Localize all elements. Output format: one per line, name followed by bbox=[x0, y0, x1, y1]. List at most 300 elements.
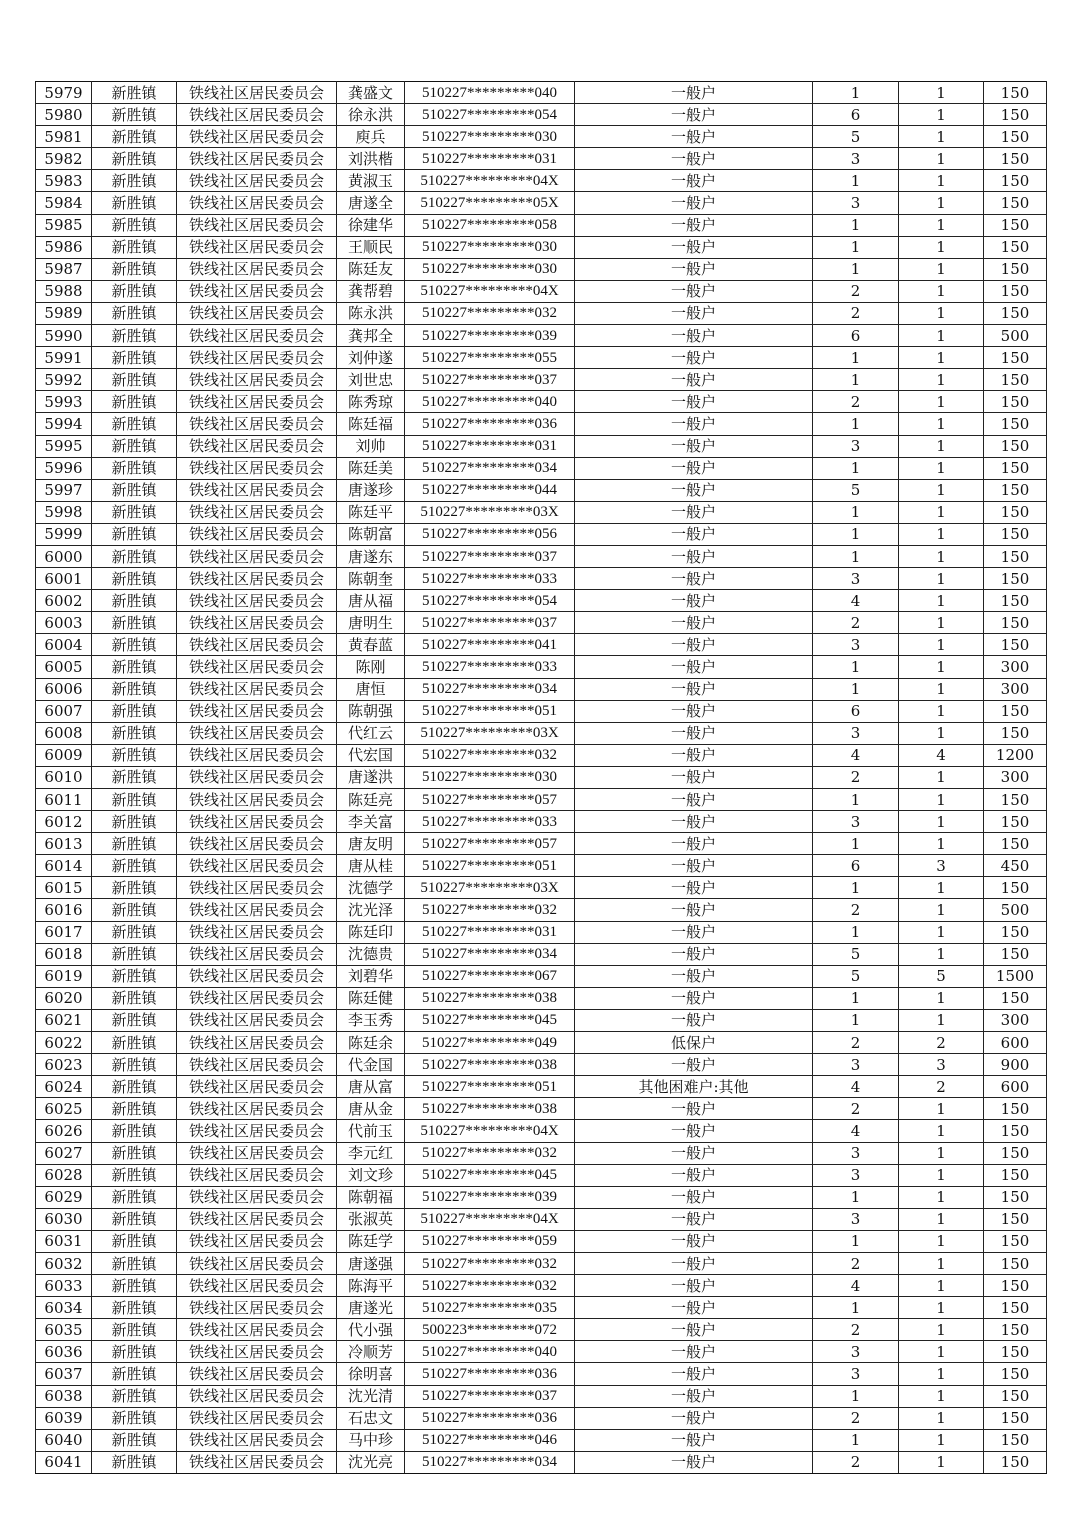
amount-cell: 150 bbox=[984, 811, 1047, 833]
beneficiary-count-cell: 1 bbox=[899, 82, 984, 104]
amount-cell: 150 bbox=[984, 789, 1047, 811]
committee-name-cell: 铁线社区居民委员会 bbox=[177, 523, 337, 545]
id-number-cell: 510227*********031 bbox=[405, 435, 575, 457]
table-row bbox=[36, 789, 1047, 811]
household-type-cell: 一般户 bbox=[575, 1275, 813, 1297]
id-number-cell: 510227*********03X bbox=[405, 877, 575, 899]
committee-name-cell: 铁线社区居民委员会 bbox=[177, 987, 337, 1009]
household-type-cell: 一般户 bbox=[575, 1120, 813, 1142]
person-name-cell: 黄淑玉 bbox=[337, 170, 405, 192]
town-name-cell: 新胜镇 bbox=[92, 1363, 177, 1385]
beneficiary-count-cell: 1 bbox=[899, 457, 984, 479]
household-type-cell: 一般户 bbox=[575, 855, 813, 877]
beneficiary-count-cell: 1 bbox=[899, 1429, 984, 1451]
committee-name-cell: 铁线社区居民委员会 bbox=[177, 700, 337, 722]
family-size-cell: 3 bbox=[813, 1363, 899, 1385]
row-number-cell: 5989 bbox=[36, 302, 92, 324]
town-name-cell: 新胜镇 bbox=[92, 501, 177, 523]
beneficiary-count-cell: 2 bbox=[899, 1076, 984, 1098]
beneficiary-count-cell: 1 bbox=[899, 833, 984, 855]
household-type-cell: 一般户 bbox=[575, 789, 813, 811]
committee-name-cell: 铁线社区居民委员会 bbox=[177, 391, 337, 413]
id-number-cell: 510227*********054 bbox=[405, 590, 575, 612]
row-number-cell: 6022 bbox=[36, 1032, 92, 1054]
family-size-cell: 2 bbox=[813, 1451, 899, 1473]
table-row bbox=[36, 1009, 1047, 1031]
table-row bbox=[36, 545, 1047, 567]
household-type-cell: 一般户 bbox=[575, 877, 813, 899]
household-type-cell: 低保户 bbox=[575, 1032, 813, 1054]
person-name-cell: 刘帅 bbox=[337, 435, 405, 457]
town-name-cell: 新胜镇 bbox=[92, 523, 177, 545]
town-name-cell: 新胜镇 bbox=[92, 413, 177, 435]
person-name-cell: 黄春蓝 bbox=[337, 634, 405, 656]
row-number-cell: 5983 bbox=[36, 170, 92, 192]
person-name-cell: 刘洪楷 bbox=[337, 148, 405, 170]
id-number-cell: 510227*********051 bbox=[405, 700, 575, 722]
person-name-cell: 沈光亮 bbox=[337, 1451, 405, 1473]
table-row bbox=[36, 1120, 1047, 1142]
household-type-cell: 一般户 bbox=[575, 921, 813, 943]
beneficiary-count-cell: 1 bbox=[899, 479, 984, 501]
household-type-cell: 一般户 bbox=[575, 656, 813, 678]
table-row bbox=[36, 214, 1047, 236]
row-number-cell: 5994 bbox=[36, 413, 92, 435]
person-name-cell: 李元红 bbox=[337, 1142, 405, 1164]
committee-name-cell: 铁线社区居民委员会 bbox=[177, 280, 337, 302]
person-name-cell: 代前玉 bbox=[337, 1120, 405, 1142]
row-number-cell: 5998 bbox=[36, 501, 92, 523]
person-name-cell: 陈朝强 bbox=[337, 700, 405, 722]
id-number-cell: 510227*********058 bbox=[405, 214, 575, 236]
committee-name-cell: 铁线社区居民委员会 bbox=[177, 855, 337, 877]
row-number-cell: 6021 bbox=[36, 1009, 92, 1031]
id-number-cell: 510227*********036 bbox=[405, 413, 575, 435]
committee-name-cell: 铁线社区居民委员会 bbox=[177, 501, 337, 523]
id-number-cell: 510227*********03X bbox=[405, 722, 575, 744]
person-name-cell: 陈永洪 bbox=[337, 302, 405, 324]
row-number-cell: 5991 bbox=[36, 347, 92, 369]
committee-name-cell: 铁线社区居民委员会 bbox=[177, 192, 337, 214]
amount-cell: 300 bbox=[984, 656, 1047, 678]
household-type-cell: 一般户 bbox=[575, 1363, 813, 1385]
table-row bbox=[36, 612, 1047, 634]
beneficiary-count-cell: 1 bbox=[899, 1098, 984, 1120]
amount-cell: 150 bbox=[984, 1098, 1047, 1120]
beneficiary-count-cell: 1 bbox=[899, 612, 984, 634]
amount-cell: 150 bbox=[984, 590, 1047, 612]
beneficiary-count-cell: 1 bbox=[899, 302, 984, 324]
amount-cell: 150 bbox=[984, 943, 1047, 965]
row-number-cell: 6038 bbox=[36, 1385, 92, 1407]
beneficiary-count-cell: 1 bbox=[899, 1009, 984, 1031]
table-row bbox=[36, 236, 1047, 258]
amount-cell: 900 bbox=[984, 1054, 1047, 1076]
town-name-cell: 新胜镇 bbox=[92, 1341, 177, 1363]
table-row bbox=[36, 479, 1047, 501]
town-name-cell: 新胜镇 bbox=[92, 568, 177, 590]
committee-name-cell: 铁线社区居民委员会 bbox=[177, 1098, 337, 1120]
id-number-cell: 510227*********03X bbox=[405, 501, 575, 523]
household-type-cell: 一般户 bbox=[575, 236, 813, 258]
household-type-cell: 一般户 bbox=[575, 678, 813, 700]
row-number-cell: 6020 bbox=[36, 987, 92, 1009]
amount-cell: 150 bbox=[984, 987, 1047, 1009]
table-row bbox=[36, 744, 1047, 766]
person-name-cell: 唐从金 bbox=[337, 1098, 405, 1120]
beneficiary-count-cell: 1 bbox=[899, 877, 984, 899]
household-type-cell: 一般户 bbox=[575, 1341, 813, 1363]
person-name-cell: 代小强 bbox=[337, 1319, 405, 1341]
amount-cell: 150 bbox=[984, 82, 1047, 104]
beneficiary-count-cell: 1 bbox=[899, 1186, 984, 1208]
household-type-cell: 一般户 bbox=[575, 1098, 813, 1120]
town-name-cell: 新胜镇 bbox=[92, 545, 177, 567]
household-type-cell: 一般户 bbox=[575, 700, 813, 722]
beneficiary-count-cell: 1 bbox=[899, 700, 984, 722]
family-size-cell: 2 bbox=[813, 302, 899, 324]
committee-name-cell: 铁线社区居民委员会 bbox=[177, 1009, 337, 1031]
family-size-cell: 6 bbox=[813, 104, 899, 126]
table-row bbox=[36, 1076, 1047, 1098]
table-row bbox=[36, 1341, 1047, 1363]
town-name-cell: 新胜镇 bbox=[92, 1230, 177, 1252]
amount-cell: 300 bbox=[984, 678, 1047, 700]
table-row bbox=[36, 347, 1047, 369]
committee-name-cell: 铁线社区居民委员会 bbox=[177, 1429, 337, 1451]
household-type-cell: 一般户 bbox=[575, 457, 813, 479]
committee-name-cell: 铁线社区居民委员会 bbox=[177, 347, 337, 369]
committee-name-cell: 铁线社区居民委员会 bbox=[177, 833, 337, 855]
town-name-cell: 新胜镇 bbox=[92, 1054, 177, 1076]
family-size-cell: 3 bbox=[813, 722, 899, 744]
town-name-cell: 新胜镇 bbox=[92, 612, 177, 634]
id-number-cell: 510227*********033 bbox=[405, 568, 575, 590]
table-row bbox=[36, 1098, 1047, 1120]
household-type-cell: 一般户 bbox=[575, 82, 813, 104]
household-type-cell: 一般户 bbox=[575, 435, 813, 457]
beneficiary-count-cell: 1 bbox=[899, 1230, 984, 1252]
id-number-cell: 510227*********037 bbox=[405, 369, 575, 391]
person-name-cell: 陈廷美 bbox=[337, 457, 405, 479]
beneficiary-count-cell: 1 bbox=[899, 126, 984, 148]
beneficiary-count-cell: 4 bbox=[899, 744, 984, 766]
amount-cell: 450 bbox=[984, 855, 1047, 877]
family-size-cell: 3 bbox=[813, 1142, 899, 1164]
id-number-cell: 510227*********037 bbox=[405, 1385, 575, 1407]
row-number-cell: 5990 bbox=[36, 325, 92, 347]
household-type-cell: 一般户 bbox=[575, 1164, 813, 1186]
table-row bbox=[36, 413, 1047, 435]
family-size-cell: 3 bbox=[813, 148, 899, 170]
id-number-cell: 510227*********055 bbox=[405, 347, 575, 369]
town-name-cell: 新胜镇 bbox=[92, 82, 177, 104]
household-type-cell: 一般户 bbox=[575, 214, 813, 236]
table-row bbox=[36, 1407, 1047, 1429]
table-row bbox=[36, 1208, 1047, 1230]
amount-cell: 150 bbox=[984, 1319, 1047, 1341]
person-name-cell: 石忠文 bbox=[337, 1407, 405, 1429]
committee-name-cell: 铁线社区居民委员会 bbox=[177, 811, 337, 833]
committee-name-cell: 铁线社区居民委员会 bbox=[177, 722, 337, 744]
household-type-cell: 一般户 bbox=[575, 1142, 813, 1164]
family-size-cell: 1 bbox=[813, 1429, 899, 1451]
id-number-cell: 510227*********032 bbox=[405, 1142, 575, 1164]
family-size-cell: 1 bbox=[813, 1230, 899, 1252]
beneficiary-count-cell: 1 bbox=[899, 192, 984, 214]
household-type-cell: 一般户 bbox=[575, 987, 813, 1009]
table-row bbox=[36, 1275, 1047, 1297]
id-number-cell: 510227*********037 bbox=[405, 545, 575, 567]
beneficiary-count-cell: 1 bbox=[899, 1451, 984, 1473]
committee-name-cell: 铁线社区居民委员会 bbox=[177, 479, 337, 501]
id-number-cell: 510227*********033 bbox=[405, 811, 575, 833]
family-size-cell: 5 bbox=[813, 943, 899, 965]
town-name-cell: 新胜镇 bbox=[92, 1275, 177, 1297]
person-name-cell: 陈朝福 bbox=[337, 1186, 405, 1208]
person-name-cell: 唐遂光 bbox=[337, 1297, 405, 1319]
person-name-cell: 唐恒 bbox=[337, 678, 405, 700]
id-number-cell: 510227*********032 bbox=[405, 744, 575, 766]
family-size-cell: 3 bbox=[813, 435, 899, 457]
row-number-cell: 6033 bbox=[36, 1275, 92, 1297]
family-size-cell: 6 bbox=[813, 700, 899, 722]
family-size-cell: 2 bbox=[813, 1252, 899, 1274]
row-number-cell: 5993 bbox=[36, 391, 92, 413]
household-type-cell: 一般户 bbox=[575, 1208, 813, 1230]
person-name-cell: 唐从福 bbox=[337, 590, 405, 612]
committee-name-cell: 铁线社区居民委员会 bbox=[177, 1230, 337, 1252]
id-number-cell: 510227*********034 bbox=[405, 1451, 575, 1473]
table-row bbox=[36, 855, 1047, 877]
household-type-cell: 一般户 bbox=[575, 1429, 813, 1451]
row-number-cell: 6017 bbox=[36, 921, 92, 943]
household-type-cell: 一般户 bbox=[575, 148, 813, 170]
id-number-cell: 510227*********032 bbox=[405, 302, 575, 324]
row-number-cell: 5988 bbox=[36, 280, 92, 302]
table-row bbox=[36, 722, 1047, 744]
row-number-cell: 6007 bbox=[36, 700, 92, 722]
family-size-cell: 1 bbox=[813, 501, 899, 523]
family-size-cell: 2 bbox=[813, 1407, 899, 1429]
town-name-cell: 新胜镇 bbox=[92, 148, 177, 170]
amount-cell: 150 bbox=[984, 1275, 1047, 1297]
person-name-cell: 张淑英 bbox=[337, 1208, 405, 1230]
family-size-cell: 3 bbox=[813, 1341, 899, 1363]
committee-name-cell: 铁线社区居民委员会 bbox=[177, 1076, 337, 1098]
committee-name-cell: 铁线社区居民委员会 bbox=[177, 1275, 337, 1297]
table-row bbox=[36, 656, 1047, 678]
household-type-cell: 一般户 bbox=[575, 479, 813, 501]
family-size-cell: 1 bbox=[813, 833, 899, 855]
beneficiary-count-cell: 1 bbox=[899, 1208, 984, 1230]
person-name-cell: 沈光清 bbox=[337, 1385, 405, 1407]
person-name-cell: 陈廷印 bbox=[337, 921, 405, 943]
household-type-cell: 一般户 bbox=[575, 391, 813, 413]
beneficiary-count-cell: 1 bbox=[899, 943, 984, 965]
person-name-cell: 唐遂洪 bbox=[337, 766, 405, 788]
committee-name-cell: 铁线社区居民委员会 bbox=[177, 170, 337, 192]
table-row bbox=[36, 104, 1047, 126]
family-size-cell: 1 bbox=[813, 1385, 899, 1407]
amount-cell: 150 bbox=[984, 104, 1047, 126]
beneficiary-count-cell: 1 bbox=[899, 170, 984, 192]
household-type-cell: 一般户 bbox=[575, 833, 813, 855]
table-row bbox=[36, 1230, 1047, 1252]
town-name-cell: 新胜镇 bbox=[92, 943, 177, 965]
committee-name-cell: 铁线社区居民委员会 bbox=[177, 877, 337, 899]
household-type-cell: 一般户 bbox=[575, 501, 813, 523]
id-number-cell: 510227*********039 bbox=[405, 1186, 575, 1208]
id-number-cell: 510227*********031 bbox=[405, 921, 575, 943]
person-name-cell: 唐遂东 bbox=[337, 545, 405, 567]
person-name-cell: 代宏国 bbox=[337, 744, 405, 766]
family-size-cell: 3 bbox=[813, 1054, 899, 1076]
beneficiary-count-cell: 1 bbox=[899, 1142, 984, 1164]
id-number-cell: 510227*********038 bbox=[405, 987, 575, 1009]
household-type-cell: 一般户 bbox=[575, 899, 813, 921]
row-number-cell: 6014 bbox=[36, 855, 92, 877]
beneficiary-count-cell: 1 bbox=[899, 1407, 984, 1429]
household-type-cell: 一般户 bbox=[575, 1054, 813, 1076]
town-name-cell: 新胜镇 bbox=[92, 1120, 177, 1142]
beneficiary-count-cell: 1 bbox=[899, 325, 984, 347]
committee-name-cell: 铁线社区居民委员会 bbox=[177, 1054, 337, 1076]
family-size-cell: 1 bbox=[813, 413, 899, 435]
household-type-cell: 一般户 bbox=[575, 1407, 813, 1429]
family-size-cell: 2 bbox=[813, 766, 899, 788]
person-name-cell: 徐建华 bbox=[337, 214, 405, 236]
id-number-cell: 510227*********045 bbox=[405, 1164, 575, 1186]
town-name-cell: 新胜镇 bbox=[92, 1009, 177, 1031]
row-number-cell: 5992 bbox=[36, 369, 92, 391]
person-name-cell: 沈德贵 bbox=[337, 943, 405, 965]
family-size-cell: 5 bbox=[813, 479, 899, 501]
household-type-cell: 一般户 bbox=[575, 1297, 813, 1319]
person-name-cell: 李关富 bbox=[337, 811, 405, 833]
row-number-cell: 5981 bbox=[36, 126, 92, 148]
table-row bbox=[36, 634, 1047, 656]
person-name-cell: 代红云 bbox=[337, 722, 405, 744]
committee-name-cell: 铁线社区居民委员会 bbox=[177, 302, 337, 324]
committee-name-cell: 铁线社区居民委员会 bbox=[177, 1208, 337, 1230]
town-name-cell: 新胜镇 bbox=[92, 170, 177, 192]
amount-cell: 150 bbox=[984, 1297, 1047, 1319]
committee-name-cell: 铁线社区居民委员会 bbox=[177, 965, 337, 987]
table-row bbox=[36, 1186, 1047, 1208]
person-name-cell: 龚帮碧 bbox=[337, 280, 405, 302]
id-number-cell: 510227*********057 bbox=[405, 789, 575, 811]
person-name-cell: 陈廷平 bbox=[337, 501, 405, 523]
town-name-cell: 新胜镇 bbox=[92, 1252, 177, 1274]
table-row bbox=[36, 192, 1047, 214]
amount-cell: 500 bbox=[984, 899, 1047, 921]
amount-cell: 150 bbox=[984, 1208, 1047, 1230]
id-number-cell: 510227*********033 bbox=[405, 656, 575, 678]
row-number-cell: 6004 bbox=[36, 634, 92, 656]
committee-name-cell: 铁线社区居民委员会 bbox=[177, 1252, 337, 1274]
person-name-cell: 沈光泽 bbox=[337, 899, 405, 921]
table-row bbox=[36, 501, 1047, 523]
table-row bbox=[36, 1032, 1047, 1054]
amount-cell: 150 bbox=[984, 1230, 1047, 1252]
person-name-cell: 唐友明 bbox=[337, 833, 405, 855]
row-number-cell: 6015 bbox=[36, 877, 92, 899]
row-number-cell: 6003 bbox=[36, 612, 92, 634]
beneficiary-count-cell: 1 bbox=[899, 1363, 984, 1385]
id-number-cell: 510227*********044 bbox=[405, 479, 575, 501]
household-type-cell: 一般户 bbox=[575, 1252, 813, 1274]
row-number-cell: 6039 bbox=[36, 1407, 92, 1429]
town-name-cell: 新胜镇 bbox=[92, 1319, 177, 1341]
household-type-cell: 一般户 bbox=[575, 170, 813, 192]
committee-name-cell: 铁线社区居民委员会 bbox=[177, 1341, 337, 1363]
id-number-cell: 510227*********030 bbox=[405, 766, 575, 788]
row-number-cell: 5987 bbox=[36, 258, 92, 280]
id-number-cell: 510227*********032 bbox=[405, 899, 575, 921]
household-type-cell: 一般户 bbox=[575, 192, 813, 214]
committee-name-cell: 铁线社区居民委员会 bbox=[177, 325, 337, 347]
row-number-cell: 6041 bbox=[36, 1451, 92, 1473]
amount-cell: 150 bbox=[984, 148, 1047, 170]
row-number-cell: 6023 bbox=[36, 1054, 92, 1076]
amount-cell: 150 bbox=[984, 1164, 1047, 1186]
row-number-cell: 6024 bbox=[36, 1076, 92, 1098]
table-row bbox=[36, 568, 1047, 590]
table-row bbox=[36, 921, 1047, 943]
family-size-cell: 4 bbox=[813, 1275, 899, 1297]
committee-name-cell: 铁线社区居民委员会 bbox=[177, 1164, 337, 1186]
row-number-cell: 6018 bbox=[36, 943, 92, 965]
family-size-cell: 4 bbox=[813, 590, 899, 612]
family-size-cell: 5 bbox=[813, 126, 899, 148]
person-name-cell: 唐从富 bbox=[337, 1076, 405, 1098]
amount-cell: 150 bbox=[984, 1120, 1047, 1142]
row-number-cell: 6026 bbox=[36, 1120, 92, 1142]
family-size-cell: 2 bbox=[813, 280, 899, 302]
committee-name-cell: 铁线社区居民委员会 bbox=[177, 545, 337, 567]
id-number-cell: 510227*********039 bbox=[405, 325, 575, 347]
row-number-cell: 6036 bbox=[36, 1341, 92, 1363]
amount-cell: 150 bbox=[984, 568, 1047, 590]
id-number-cell: 510227*********030 bbox=[405, 258, 575, 280]
amount-cell: 150 bbox=[984, 170, 1047, 192]
person-name-cell: 唐明生 bbox=[337, 612, 405, 634]
table-row bbox=[36, 457, 1047, 479]
table-row bbox=[36, 1385, 1047, 1407]
id-number-cell: 510227*********041 bbox=[405, 634, 575, 656]
table-row bbox=[36, 369, 1047, 391]
town-name-cell: 新胜镇 bbox=[92, 479, 177, 501]
town-name-cell: 新胜镇 bbox=[92, 1407, 177, 1429]
person-name-cell: 代金国 bbox=[337, 1054, 405, 1076]
row-number-cell: 6016 bbox=[36, 899, 92, 921]
person-name-cell: 陈廷亮 bbox=[337, 789, 405, 811]
row-number-cell: 6002 bbox=[36, 590, 92, 612]
household-type-cell: 一般户 bbox=[575, 568, 813, 590]
town-name-cell: 新胜镇 bbox=[92, 789, 177, 811]
household-type-cell: 一般户 bbox=[575, 1009, 813, 1031]
id-number-cell: 510227*********040 bbox=[405, 391, 575, 413]
id-number-cell: 510227*********038 bbox=[405, 1054, 575, 1076]
amount-cell: 150 bbox=[984, 126, 1047, 148]
table-row bbox=[36, 700, 1047, 722]
table-row bbox=[36, 943, 1047, 965]
committee-name-cell: 铁线社区居民委员会 bbox=[177, 126, 337, 148]
amount-cell: 150 bbox=[984, 1451, 1047, 1473]
household-type-cell: 一般户 bbox=[575, 369, 813, 391]
town-name-cell: 新胜镇 bbox=[92, 104, 177, 126]
